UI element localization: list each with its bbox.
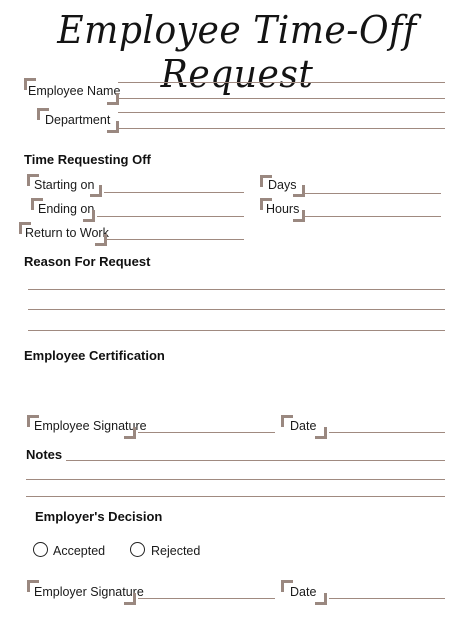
- employers-decision-heading: Employer's Decision: [35, 509, 163, 524]
- rejected-label: Rejected: [151, 544, 201, 558]
- corner-mark: [95, 234, 107, 246]
- employer-signature-field-line[interactable]: [138, 598, 275, 599]
- corner-mark: [315, 593, 327, 605]
- corner-mark: [90, 185, 102, 197]
- notes-field-line[interactable]: [26, 496, 445, 497]
- employee-signature-field-line[interactable]: [138, 432, 275, 433]
- return-to-work-label: Return to Work: [25, 226, 109, 240]
- accepted-label: Accepted: [53, 544, 106, 558]
- accepted-radio[interactable]: [33, 542, 48, 557]
- employee-name-field-line[interactable]: [118, 98, 445, 99]
- date-label: Date: [290, 419, 317, 433]
- ending-on-field-line[interactable]: [97, 216, 244, 217]
- employer-signature-label: Employer Signature: [34, 585, 144, 599]
- return-to-work-field-line[interactable]: [106, 239, 244, 240]
- hours-field-line[interactable]: [304, 216, 441, 217]
- date-label-2: Date: [290, 585, 317, 599]
- employee-certification-heading: Employee Certification: [24, 348, 165, 363]
- notes-field-line[interactable]: [26, 479, 445, 480]
- corner-mark: [293, 185, 305, 197]
- starting-on-field-line[interactable]: [104, 192, 244, 193]
- rejected-radio[interactable]: [130, 542, 145, 557]
- time-requesting-off-heading: Time Requesting Off: [24, 152, 151, 167]
- department-field-line[interactable]: [118, 112, 445, 113]
- hours-label: Hours: [266, 202, 300, 216]
- reason-field-line[interactable]: [28, 330, 445, 331]
- employee-name-label: Employee Name: [28, 84, 121, 98]
- days-label: Days: [268, 178, 297, 192]
- department-field-line[interactable]: [118, 128, 445, 129]
- days-field-line[interactable]: [304, 193, 441, 194]
- employer-date-field-line[interactable]: [329, 598, 445, 599]
- starting-on-label: Starting on: [34, 178, 95, 192]
- corner-mark: [315, 427, 327, 439]
- ending-on-label: Ending on: [38, 202, 95, 216]
- reason-field-line[interactable]: [28, 309, 445, 310]
- reason-field-line[interactable]: [28, 289, 445, 290]
- department-label: Department: [45, 113, 111, 127]
- employee-name-field-line[interactable]: [118, 82, 445, 83]
- reason-for-request-heading: Reason For Request: [24, 254, 151, 269]
- employee-date-field-line[interactable]: [329, 432, 445, 433]
- notes-field-line[interactable]: [66, 460, 445, 461]
- notes-heading: Notes: [26, 447, 63, 462]
- corner-mark: [124, 427, 136, 439]
- employee-signature-label: Employee Signature: [34, 419, 147, 433]
- corner-mark: [107, 93, 119, 105]
- corner-mark: [83, 210, 95, 222]
- form-title: Employee Time-Off Request: [57, 8, 417, 96]
- corner-mark: [107, 121, 119, 133]
- corner-mark: [124, 593, 136, 605]
